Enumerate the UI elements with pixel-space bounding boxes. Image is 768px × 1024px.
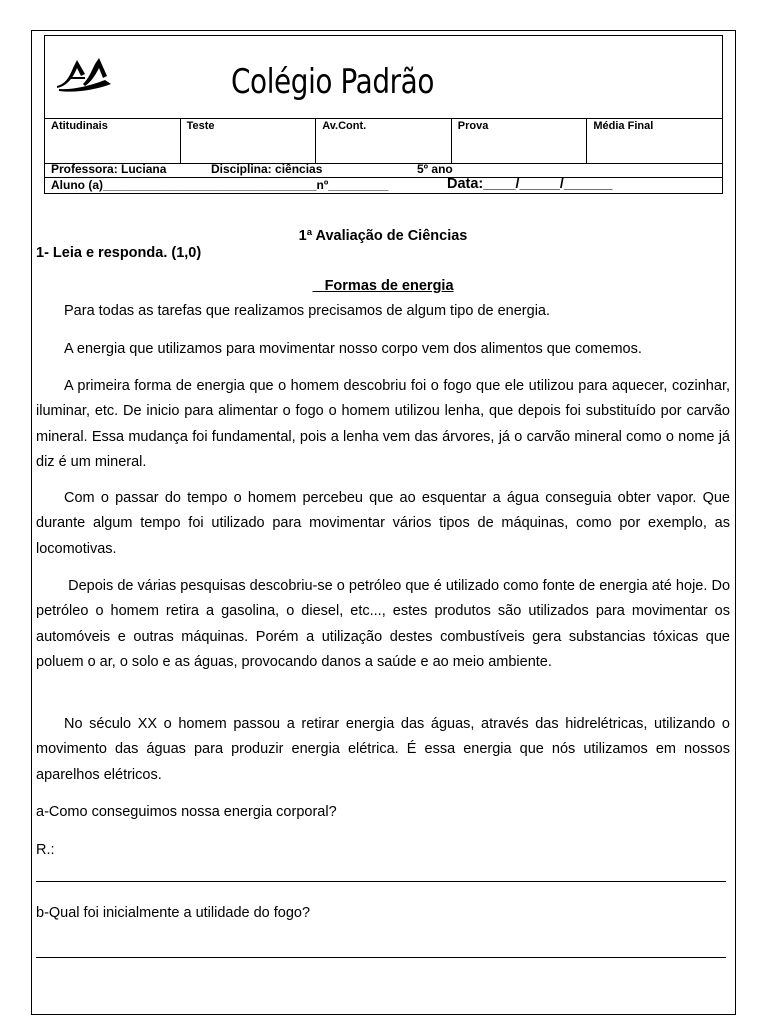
student-name-field: Aluno (a)________________________________nº_________ [51, 178, 389, 192]
answer-label: R.: [36, 842, 55, 858]
exam-header [44, 35, 723, 194]
paragraph-3: A primeira forma de energia que o homem descobriu foi o fogo que ele utilizou para aquecer, cozinhar, iluminar, etc. De inicio para alimentar o fogo o homem utilizou lenha, que depois foi substituído por carvão mineral. Essa mudança foi fundamental, pois a lenha vem das árvores, já o carvão mineral como o nome já diz é um mineral. [36, 378, 730, 470]
school-logo-icon [55, 56, 113, 94]
grade-cell-media-final: Média Final [593, 120, 654, 132]
grade-cell-prova: Prova [452, 119, 588, 163]
question-a: a-Como conseguimos nossa energia corporal? [36, 804, 337, 820]
school-name: Colégio Padrão [231, 62, 435, 102]
grade-level: 5º ano [417, 162, 453, 176]
exam-title: 1ª Avaliação de Ciências [298, 228, 468, 244]
answer-line-b[interactable] [36, 957, 726, 958]
question-b: b-Qual foi inicialmente a utilidade do fogo? [36, 905, 311, 921]
grade-cell-atitudinais: Atitudinais [45, 119, 181, 163]
question-1: 1- Leia e responda. (1,0) [36, 245, 202, 261]
date-field: Data:____/_____/______ [447, 176, 613, 192]
paragraph-4: Com o passar do tempo o homem percebeu que ao esquentar a água conseguia obter vapor. Que durante algum tempo foi utilizado para movimentar vários tipos de máquinas, como por exemplo, as locomotivas. [36, 490, 730, 557]
student-row [45, 177, 722, 193]
paragraph-6: No século XX o homem passou a retirar energia das águas, através das hidrelétricas, utilizando o movimento das águas para produzir energia elétrica. É essa energia que nós utilizamos em nossos aparelhos elétricos. [36, 716, 730, 783]
teacher-name: Professora: Luciana [51, 162, 167, 176]
paragraph-5: Depois de várias pesquisas descobriu-se o petróleo que é utilizado como fonte de energia até hoje. Do petróleo o homem retira a gasolina, o diesel, etc..., estes produtos são utilizados para movimentar os automóveis e outras máquinas. Porém a utilização destes combustíveis gera substancias tóxicas que poluem o ar, o solo e as águas, provocando danos a saúde e ao meio ambiente. [36, 578, 735, 670]
grade-cell-teste: Teste [181, 119, 317, 163]
paragraph-1: Para todas as tarefas que realizamos precisamos de algum tipo de energia. [64, 303, 551, 319]
paragraph-2: A energia que utilizamos para movimentar nosso corpo vem dos alimentos que comemos. [64, 341, 642, 357]
discipline: Disciplina: ciências [211, 162, 323, 176]
teacher-row [45, 162, 722, 178]
text-title: Formas de energia [324, 278, 454, 294]
answer-line-a[interactable] [36, 881, 726, 882]
grades-table [45, 118, 722, 164]
grade-cell-av-cont: Av.Cont. [316, 119, 452, 163]
